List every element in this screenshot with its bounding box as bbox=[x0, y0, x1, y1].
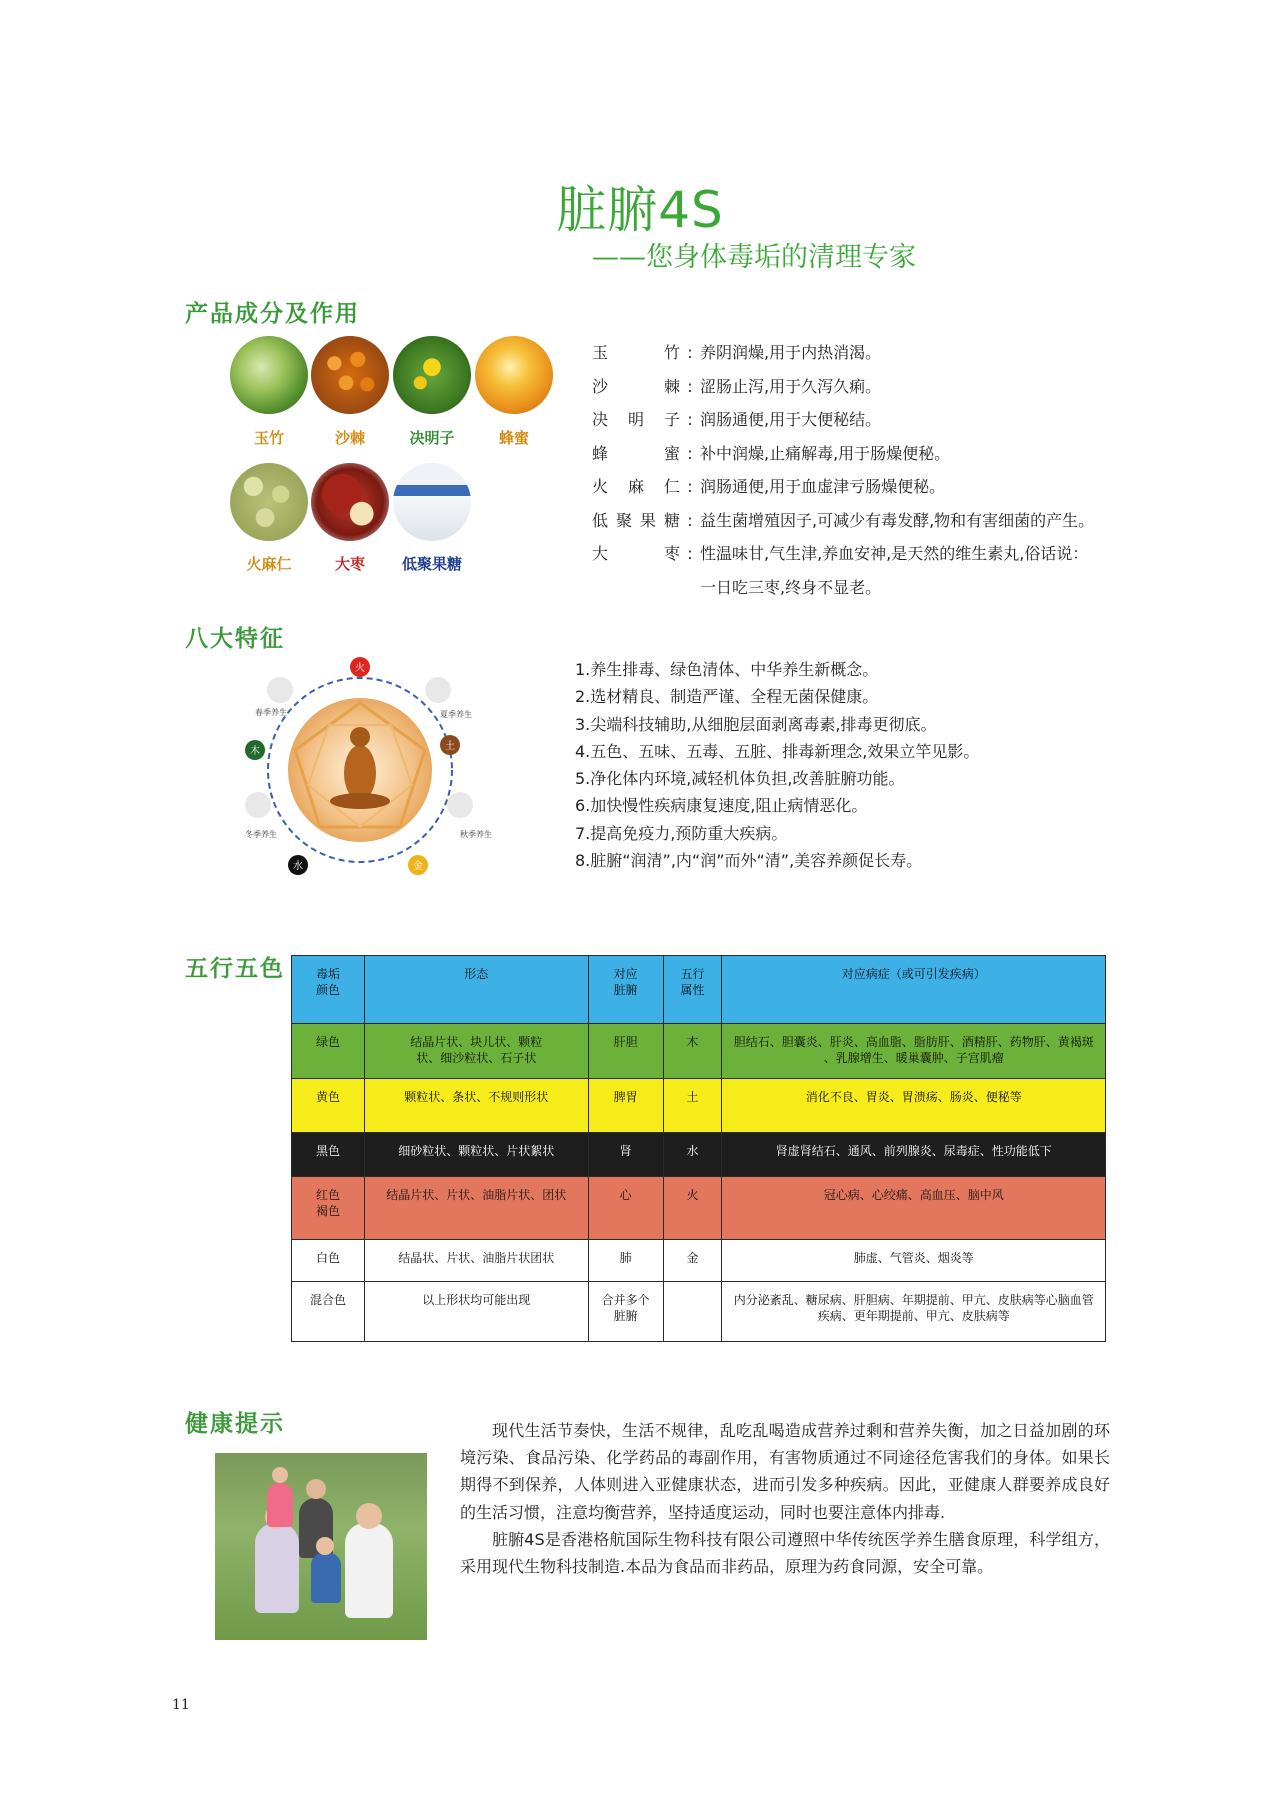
season-label: 春季养生 bbox=[255, 708, 287, 717]
table-row bbox=[292, 1282, 1106, 1342]
figure-head bbox=[350, 727, 370, 747]
feature-item: 6.加快慢性疾病康复速度,阻止病情恶化。 bbox=[575, 796, 868, 816]
feature-item: 2.选材精良、制造严谨、全程无菌保健康。 bbox=[575, 687, 879, 707]
page-title: 脏腑4S bbox=[556, 181, 724, 239]
table-cell: 消化不良、胃炎、胃溃疡、肠炎、便秘等 bbox=[722, 1079, 1106, 1133]
huomaren-photo bbox=[230, 463, 308, 541]
ingredient-extra-row bbox=[592, 571, 1094, 605]
feature-item: 7.提高免疫力,预防重大疾病。 bbox=[575, 823, 788, 843]
ingredient-name: 蜂 蜜 bbox=[592, 443, 680, 463]
features-list bbox=[575, 656, 979, 874]
table-cell: 对应病症（或可引发疾病） bbox=[722, 956, 1106, 1024]
table-cell: 冠心病、心绞痛、高血压、脑中风 bbox=[722, 1177, 1106, 1240]
table-cell: 结晶状、片状、油脂片状团状 bbox=[364, 1240, 588, 1282]
huomaren-label: 火麻仁 bbox=[246, 555, 292, 573]
ingredient-row: 蜂 蜜 : 补中润燥,止痛解毒,用于肠燥便秘。 bbox=[592, 437, 1094, 471]
table-cell bbox=[663, 1282, 722, 1342]
table-cell: 合并多个 脏腑 bbox=[588, 1282, 663, 1342]
ingredient-name: 火 麻 仁 bbox=[592, 477, 680, 496]
element-earth-label: 土 bbox=[445, 741, 455, 752]
ingredient-name: 玉 竹 bbox=[592, 343, 680, 362]
table-cell: 以上形状均可能出现 bbox=[364, 1282, 588, 1342]
feature-item: 5.净化体内环境,减轻机体负担,改善脏腑功能。 bbox=[575, 769, 905, 789]
table-cell: 结晶片状、片状、油脂片状、团状 bbox=[364, 1177, 588, 1240]
season-label: 夏季养生 bbox=[440, 710, 472, 719]
table-cell: 混合色 bbox=[292, 1282, 365, 1342]
table-cell: 黑色 bbox=[292, 1133, 365, 1177]
table-cell: 内分泌紊乱、糖尿病、肝胆病、年期提前、甲亢、皮肤病等心脑血管 疾病、更年期提前、甲亢、皮肤病等 bbox=[722, 1282, 1106, 1342]
ingredient-desc: 涩肠止泻,用于久泻久痢。 bbox=[700, 376, 882, 396]
table-cell: 形态 bbox=[364, 956, 588, 1024]
dazao-label: 大枣 bbox=[334, 555, 365, 573]
season-icon bbox=[425, 677, 451, 703]
feature-item: 3.尖端科技辅助,从细胞层面剥离毒素,排毒更彻底。 bbox=[575, 714, 937, 734]
figure-legs bbox=[330, 793, 390, 809]
family-photo bbox=[215, 1453, 427, 1640]
tip-paragraph: 脏腑4S是香港格航国际生物科技有限公司遵照中华传统医学养生膳食原理，科学组方，采用现代生物科技制造.本品为食品而非药品，原理为药食同源，安全可靠。 bbox=[460, 1529, 1110, 1577]
season-icon bbox=[267, 677, 293, 703]
table-row bbox=[292, 1133, 1106, 1177]
shaji-photo bbox=[311, 336, 389, 414]
ingredient-row: 大 枣 : 性温味甘,气生津,养血安神,是天然的维生素丸,俗话说： bbox=[592, 537, 1094, 571]
table-cell: 五行 属性 bbox=[663, 956, 722, 1024]
table-cell: 水 bbox=[663, 1133, 722, 1177]
table-row bbox=[292, 1079, 1106, 1133]
table-cell: 金 bbox=[663, 1240, 722, 1282]
element-water-label: 水 bbox=[293, 861, 303, 872]
wuxing-table bbox=[291, 955, 1106, 1342]
section-title-wuxing: 五行五色 bbox=[185, 956, 285, 982]
juemingzi-label: 决明子 bbox=[409, 429, 455, 447]
diguoguotang-label: 低聚果糖 bbox=[401, 555, 462, 573]
yuzhu-label: 玉竹 bbox=[253, 429, 284, 447]
element-wood-label: 木 bbox=[250, 746, 260, 757]
table-cell: 土 bbox=[663, 1079, 722, 1133]
diguoguotang-photo bbox=[393, 463, 471, 541]
juemingzi-photo bbox=[393, 336, 471, 414]
table-cell: 结晶片状、块儿状、颗粒 状、细沙粒状、石子状 bbox=[364, 1024, 588, 1079]
fengmi-photo bbox=[475, 336, 553, 414]
season-label: 冬季养生 bbox=[245, 830, 277, 839]
table-row bbox=[292, 1177, 1106, 1240]
ingredient-row: 决 明 子 : 润肠通便,用于大便秘结。 bbox=[592, 403, 1094, 437]
table-cell: 肾虚肾结石、通风、前列腺炎、尿毒症、性功能低下 bbox=[722, 1133, 1106, 1177]
season-icon bbox=[245, 792, 271, 818]
dazao-photo bbox=[311, 463, 389, 541]
ingredient-row: 玉 竹 : 养阴润燥,用于内热消渴。 bbox=[592, 336, 1094, 370]
table-cell: 脾胃 bbox=[588, 1079, 663, 1133]
shaji-label: 沙棘 bbox=[334, 429, 365, 447]
table-cell: 肝胆 bbox=[588, 1024, 663, 1079]
ingredient-desc: 补中润燥,止痛解毒,用于肠燥便秘。 bbox=[700, 443, 951, 463]
table-cell: 肺虚、气管炎、烟炎等 bbox=[722, 1240, 1106, 1282]
table-cell: 毒垢 颜色 bbox=[292, 956, 365, 1024]
health-tips bbox=[460, 1417, 1110, 1580]
ingredient-desc: 性温味甘,气生津,养血安神,是天然的维生素丸,俗话说： bbox=[700, 544, 1089, 563]
table-row bbox=[292, 1024, 1106, 1079]
ingredient-name: 大 枣 bbox=[592, 544, 680, 563]
page-number: 11 bbox=[172, 1697, 190, 1713]
table-cell: 颗粒状、条状、不规则形状 bbox=[364, 1079, 588, 1133]
season-icon bbox=[447, 792, 473, 818]
ingredient-desc: 养阴润燥,用于内热消渴。 bbox=[700, 343, 882, 362]
tip-paragraph: 现代生活节奏快，生活不规律，乱吃乱喝造成营养过剩和营养失衡，加之日益加剧的环境污染、食品污染、化学药品的毒副作用，有害物质通过不同途径危害我们的身体。如果长期得不到保养，人体则进入亚健康状态，进而引发多种疾病。因此，亚健康人群要养成良好的生活习惯，注意均衡营养，坚持适度运动，同时也要注意体内排毒. bbox=[460, 1421, 1110, 1522]
table-cell: 白色 bbox=[292, 1240, 365, 1282]
feature-item: 1.养生排毒、绿色清体、中华养生新概念。 bbox=[575, 660, 879, 679]
table-cell: 木 bbox=[663, 1024, 722, 1079]
table-cell: 肺 bbox=[588, 1240, 663, 1282]
five-elements-diagram bbox=[225, 655, 495, 885]
table-cell: 黄色 bbox=[292, 1079, 365, 1133]
table-cell: 肾 bbox=[588, 1133, 663, 1177]
ingredient-row: 火 麻 仁 : 润肠通便,用于血虚津亏肠燥便秘。 bbox=[592, 470, 1094, 504]
table-header-row bbox=[292, 956, 1106, 1024]
table-cell: 红色 褐色 bbox=[292, 1177, 365, 1240]
table-cell: 心 bbox=[588, 1177, 663, 1240]
ingredient-name: 低 聚 果 糖 bbox=[592, 510, 680, 530]
table-cell: 对应 脏腑 bbox=[588, 956, 663, 1024]
meditation-figure bbox=[344, 745, 376, 801]
ingredient-desc: 润肠通便,用于大便秘结。 bbox=[700, 410, 882, 429]
fengmi-label: 蜂蜜 bbox=[498, 429, 529, 447]
ingredient-name: 沙 棘 bbox=[592, 376, 680, 396]
section-title-ingredients: 产品成分及作用 bbox=[185, 301, 360, 327]
section-title-features: 八大特征 bbox=[185, 626, 285, 652]
season-label: 秋季养生 bbox=[460, 830, 492, 839]
ingredient-desc: 润肠通便,用于血虚津亏肠燥便秘。 bbox=[700, 477, 946, 496]
element-fire-label: 火 bbox=[355, 663, 365, 674]
table-cell: 绿色 bbox=[292, 1024, 365, 1079]
table-cell: 胆结石、胆囊炎、肝炎、高血脂、脂肪肝、酒精肝、药物肝、黄褐斑 、乳腺增生、暖巢囊肿、子宫肌瘤 bbox=[722, 1024, 1106, 1079]
element-metal-label: 金 bbox=[413, 861, 423, 872]
section-title-tips: 健康提示 bbox=[185, 1411, 285, 1437]
ingredient-list bbox=[592, 336, 1094, 604]
feature-item: 8.脏腑“润清”,内“润”而外“清”,美容养颜促长寿。 bbox=[575, 851, 923, 871]
ingredient-desc: 益生菌增殖因子,可减少有毒发酵,物和有害细菌的产生。 bbox=[700, 510, 1095, 530]
feature-item: 4.五色、五味、五毒、五脏、排毒新理念,效果立竿见影。 bbox=[575, 741, 980, 761]
ingredient-row: 低 聚 果 糖 : 益生菌增殖因子,可减少有毒发酵,物和有害细菌的产生。 bbox=[592, 504, 1094, 538]
table-row bbox=[292, 1240, 1106, 1282]
table-cell: 火 bbox=[663, 1177, 722, 1240]
ingredient-name: 决 明 子 bbox=[592, 410, 680, 429]
ingredient-row: 沙 棘 : 涩肠止泻,用于久泻久痢。 bbox=[592, 370, 1094, 404]
table-cell: 细砂粒状、颗粒状、片状絮状 bbox=[364, 1133, 588, 1177]
yuzhu-photo bbox=[230, 336, 308, 414]
ingredient-extra: 一日吃三枣,终身不显老。 bbox=[700, 577, 882, 597]
page-subtitle: ——您身体毒垢的清理专家 bbox=[592, 242, 916, 273]
